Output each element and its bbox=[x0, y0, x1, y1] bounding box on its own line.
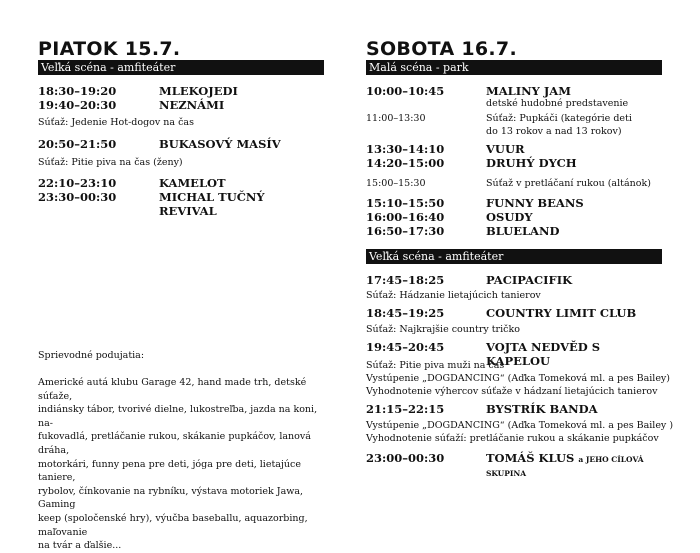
slot-name: Súťaž v pretláčaní rukou (altánok) bbox=[486, 178, 651, 189]
slot-name: COUNTRY LIMIT CLUB bbox=[486, 306, 637, 320]
slot-time: 14:20–15:00 bbox=[366, 156, 445, 170]
slot-time: 13:30–14:10 bbox=[366, 142, 445, 156]
slot-time: 10:00–10:45 bbox=[366, 84, 445, 98]
slot-time: 16:00–16:40 bbox=[366, 210, 445, 224]
small-stage-bar: Malá scéna - park bbox=[366, 60, 662, 75]
slot-time: 19:40–20:30 bbox=[38, 98, 117, 112]
slot-name: BUKASOVÝ MASÍV bbox=[159, 137, 281, 151]
slot-time: 11:00–13:30 bbox=[366, 113, 426, 124]
contest-note: Súťaž: Jedenie Hot-dogov na čas bbox=[38, 117, 194, 128]
friday-heading: PIATOK 15.7. bbox=[38, 38, 181, 60]
slot-time: 19:45–20:45 bbox=[366, 340, 445, 354]
slot-name-suffix: a JEHO CÍLOVÁ SKUPINA bbox=[486, 455, 644, 478]
slot-time: 15:00–15:30 bbox=[366, 178, 426, 189]
slot-time: 20:50–21:50 bbox=[38, 137, 117, 151]
slot-time: 17:45–18:25 bbox=[366, 273, 445, 287]
slot-name: KAMELOT bbox=[159, 176, 226, 190]
slot-name: FUNNY BEANS bbox=[486, 196, 584, 210]
slot-time: 18:30–19:20 bbox=[38, 84, 117, 98]
side-line: rybolov, čínkovanie na rybníku, výstava motoriek Jawa, Gaming bbox=[38, 485, 304, 511]
slot-name: MLEKOJEDI bbox=[159, 84, 238, 98]
results-note: Vyhodnotenie súťaží: pretláčanie rukou a skákanie pupkáčov bbox=[366, 433, 659, 444]
slot-name: OSUDY bbox=[486, 210, 533, 224]
contest-note: Súťaž: Najkrajšie country tričko bbox=[366, 324, 520, 335]
side-events-text bbox=[38, 376, 328, 553]
slot-time: 22:10–23:10 bbox=[38, 176, 117, 190]
slot-name: PACIPACIFIK bbox=[486, 273, 573, 287]
slot-subtitle: detské hudobné predstavenie bbox=[486, 98, 629, 109]
slot-name: Súťaž: Pupkáči (kategórie deti bbox=[486, 113, 632, 124]
performance-note: Vystúpenie „DOGDANCING“ (Aďka Tomeková ml. a pes Bailey) bbox=[366, 373, 671, 384]
slot-name-text: TOMÁŠ KLUS bbox=[486, 451, 575, 465]
slot-name: VUUR bbox=[486, 142, 525, 156]
performance-note: Vystúpenie „DOGDANCING“ (Aďka Tomeková ml. a pes Bailey ) bbox=[366, 420, 674, 431]
side-line: keep (spoločenské hry), výučba baseballu, aquazorbing, maľovanie bbox=[38, 512, 308, 538]
side-line: Americké autá klubu Garage 42, hand made trh, detské súťaže, bbox=[38, 377, 307, 402]
slot-name: DRUHÝ DYCH bbox=[486, 156, 577, 170]
slot-name: VOJTA NEDVĚD S KAPELOU bbox=[486, 340, 601, 368]
side-line: indiánsky tábor, tvorivé dielne, lukostreľba, jazda na koni, na- bbox=[38, 404, 318, 429]
contest-note: Súťaž: Pitie piva muži na čas bbox=[366, 360, 505, 371]
side-line: motorkári, funny pena pre deti, jóga pre deti, lietajúce taniere, bbox=[38, 458, 301, 484]
slot-time: 21:15–22:15 bbox=[366, 402, 445, 416]
saturday-heading: SOBOTA 16.7. bbox=[366, 38, 517, 60]
slot-name: BYSTRÍK BANDA bbox=[486, 402, 598, 416]
slot-time: 23:00–00:30 bbox=[366, 451, 445, 465]
big-stage-bar: Veľká scéna - amfiteáter bbox=[366, 249, 662, 264]
side-events-title: Sprievodné podujatia: bbox=[38, 350, 145, 361]
slot-time: 23:30–00:30 bbox=[38, 190, 117, 204]
slot-subtitle: do 13 rokov a nad 13 rokov) bbox=[486, 126, 622, 137]
results-note: Vyhodnotenie výhercov súťaže v hádzaní lietajúcich tanierov bbox=[366, 386, 658, 397]
slot-time: 15:10–15:50 bbox=[366, 196, 445, 210]
slot-name bbox=[486, 451, 662, 479]
slot-time: 16:50–17:30 bbox=[366, 224, 445, 238]
contest-note: Súťaž: Hádzanie lietajúcich tanierov bbox=[366, 290, 541, 301]
slot-name: MALINY JAM bbox=[486, 84, 571, 98]
friday-stage-bar: Veľká scéna - amfiteáter bbox=[38, 60, 324, 75]
slot-time: 18:45–19:25 bbox=[366, 306, 445, 320]
slot-name: BLUELAND bbox=[486, 224, 560, 238]
contest-note: Súťaž: Pitie piva na čas (ženy) bbox=[38, 157, 183, 168]
side-line: na tvár a ďalšie... bbox=[38, 540, 122, 552]
slot-name: NEZNÁMI bbox=[159, 98, 225, 112]
side-line: fukovadlá, pretláčanie rukou, skákanie pupkáčov, lanová dráha, bbox=[38, 431, 311, 456]
slot-name: MICHAL TUČNÝ REVIVAL bbox=[159, 190, 265, 218]
